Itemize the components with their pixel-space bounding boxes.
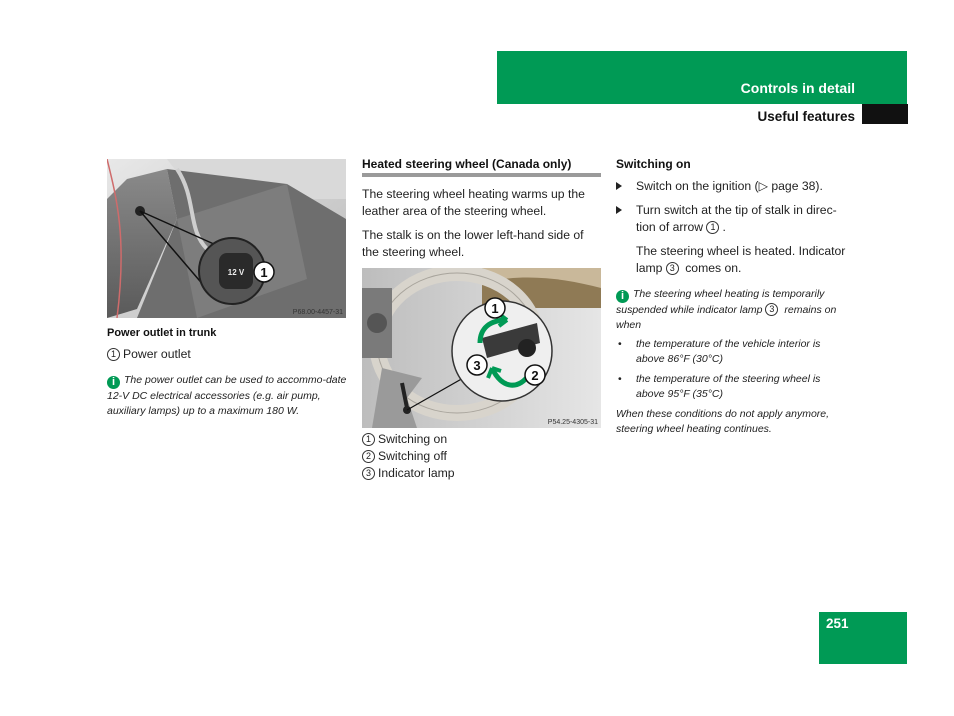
legend-number: 3 <box>666 262 679 275</box>
legend-item <box>362 448 447 465</box>
step-arrow-icon <box>616 206 622 214</box>
result-text: The steering wheel is heated. Indicator lamp 3 comes on. <box>636 244 846 275</box>
step-arrow-icon <box>616 182 622 190</box>
heading-rule <box>362 173 601 177</box>
legend-text: Power outlet <box>123 347 191 361</box>
power-outlet-illustration <box>107 159 346 318</box>
image-callout-1: 1 <box>260 265 268 280</box>
closing-note: When these conditions do not apply anymore, steering wheel heating continues. <box>616 408 830 435</box>
step-item <box>616 178 856 195</box>
legend-number: 1 <box>706 221 719 234</box>
info-note-text: The power outlet can be used to accommo-date 12-V DC electrical accessories (e.g. air pump, auxiliary lamps) up to a maximum 180 W. <box>107 374 347 417</box>
legend-number: 3 <box>362 467 375 480</box>
step-text: Switch on the ignition (▷ page 38). <box>636 179 823 193</box>
paragraph: The steering wheel heating warms up the leather area of the steering wheel. <box>362 187 585 218</box>
image-caption: Power outlet in trunk <box>107 327 217 339</box>
legend-item <box>362 431 447 448</box>
image-callout-3: 3 <box>473 358 481 373</box>
subsection-title: Useful features <box>757 109 855 124</box>
section-heading: Heated steering wheel (Canada only) <box>362 157 572 171</box>
image-code: P54.25-4305-31 <box>547 419 598 426</box>
legend-number: 2 <box>362 450 375 463</box>
section-heading: Switching on <box>616 157 691 171</box>
info-icon: i <box>616 290 629 303</box>
header-tab-marker <box>862 104 908 124</box>
info-note <box>107 373 347 419</box>
step-text: Turn switch at the tip of stalk in direc-tion of arrow <box>636 203 837 234</box>
image-code: P68.00-4457-31 <box>292 309 343 316</box>
paragraph: The stalk is on the lower left-hand side of the steering wheel. <box>362 228 584 259</box>
steering-wheel-illustration <box>362 268 601 428</box>
legend-number: 1 <box>362 433 375 446</box>
section-title: Controls in detail <box>740 80 855 96</box>
plug-voltage-label: 12 V <box>227 268 245 277</box>
bullet-icon: • <box>618 338 622 350</box>
step-item: Turn switch at the tip of stalk in direc-tion of arrow 1 . <box>616 202 856 236</box>
image-callout-2: 2 <box>531 368 539 383</box>
legend-text: Indicator lamp <box>378 466 455 480</box>
bullet-icon: • <box>618 373 622 385</box>
legend-text: Switching off <box>378 449 447 463</box>
info-icon: i <box>107 376 120 389</box>
page-number: 251 <box>826 616 849 631</box>
legend-item <box>107 346 191 363</box>
legend-item <box>362 465 455 482</box>
image-callout-1: 1 <box>491 301 499 316</box>
info-note: i The steering wheel heating is temporarily suspended while indicator lamp 3 remains on when <box>616 288 837 331</box>
legend-number: 1 <box>107 348 120 361</box>
legend-text: Switching on <box>378 432 448 446</box>
legend-number: 3 <box>765 303 778 316</box>
header-banner <box>497 51 907 104</box>
